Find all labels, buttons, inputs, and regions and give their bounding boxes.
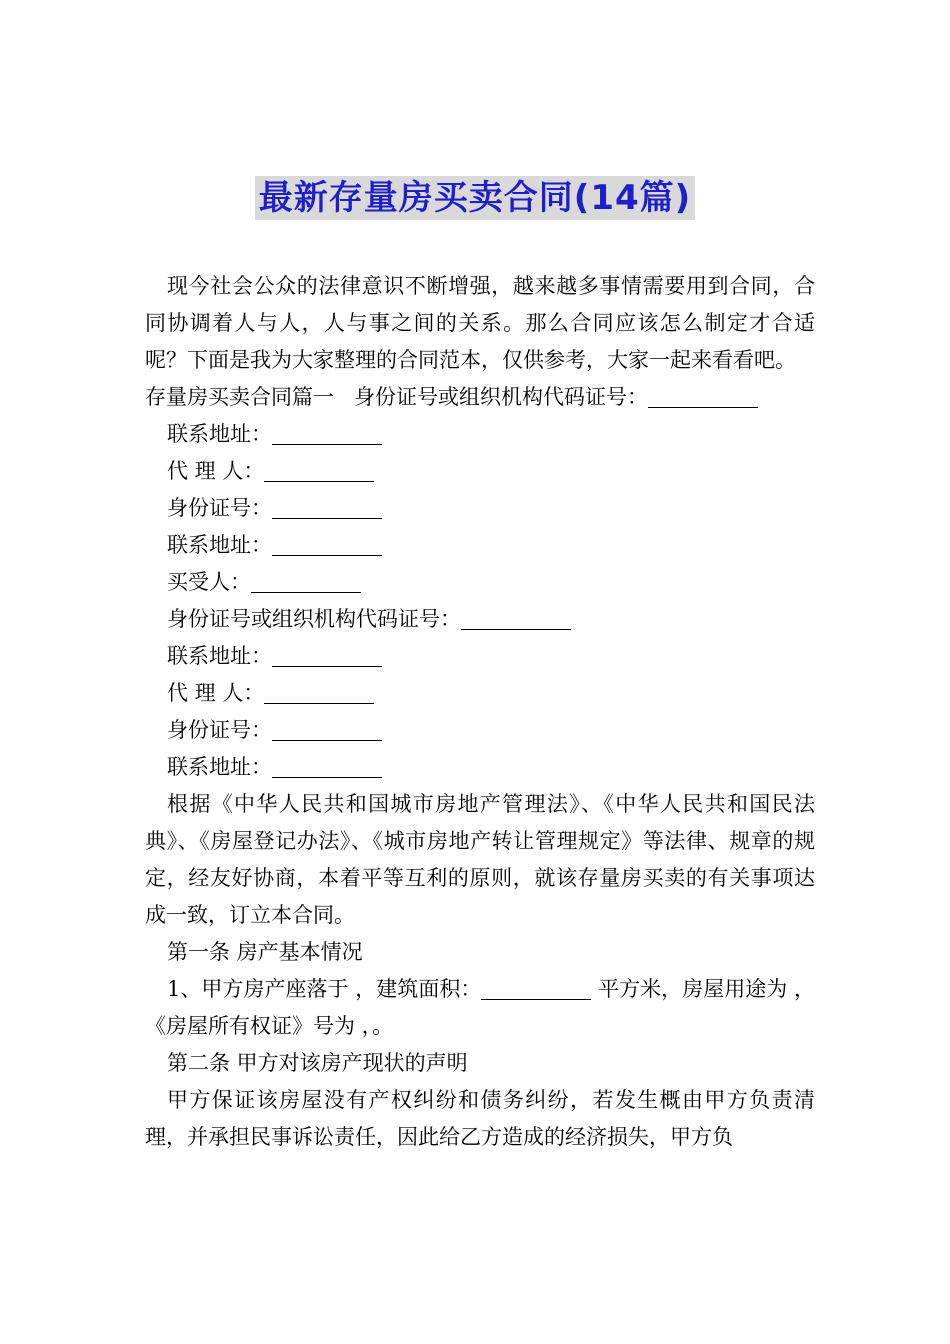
seller-contact-address	[145, 416, 815, 453]
buyer-label: 买受人：	[167, 570, 251, 594]
blank-line	[272, 644, 382, 667]
seller-agent-address	[145, 527, 815, 564]
document-body	[145, 268, 815, 1156]
buyer-agent-address	[145, 749, 815, 786]
seller-id-number	[145, 490, 815, 527]
blank-line	[481, 977, 591, 1000]
blank-line	[272, 496, 382, 519]
blank-line	[648, 385, 758, 408]
section-heading: 存量房买卖合同篇一	[145, 385, 334, 409]
field-label: 身份证号或组织机构代码证号：	[167, 607, 461, 631]
article-2-title: 第二条 甲方对该房产现状的声明	[167, 1051, 468, 1075]
buyer-agent	[145, 675, 815, 712]
blank-line	[264, 681, 374, 704]
field-label: 联系地址：	[167, 644, 272, 668]
section-first-field-label: 身份证号或组织机构代码证号：	[354, 385, 648, 409]
intro-paragraph: 现今社会公众的法律意识不断增强，越来越多事情需要用到合同，合同协调着人与人，人与事之间的关系。那么合同应该怎么制定才合适呢？下面是我为大家整理的合同范本，仅供参考，大家一起来看看吧。	[145, 274, 815, 372]
seller-agent	[145, 453, 815, 490]
article-2-paragraph: 甲方保证该房屋没有产权纠纷和债务纠纷，若发生概由甲方负责清理，并承担民事诉讼责任，因此给乙方造成的经济损失，甲方负	[145, 1088, 815, 1149]
field-label: 代 理 人：	[167, 681, 265, 705]
document-title: 最新存量房买卖合同(14篇)	[255, 176, 695, 220]
blank-line	[272, 422, 382, 445]
article-1-text-b: 平方米，房屋用途为 ，《房屋所有权证》号为 ，。	[145, 977, 815, 1038]
title-container	[0, 176, 950, 220]
field-label: 联系地址：	[167, 755, 272, 779]
article-1-title: 第一条 房产基本情况	[167, 940, 363, 964]
buyer-contact-address	[145, 638, 815, 675]
blank-line	[264, 459, 374, 482]
buyer-line	[145, 564, 815, 601]
buyer-id-number	[145, 712, 815, 749]
section-heading-line	[145, 379, 815, 416]
basis-paragraph: 根据《中华人民共和国城市房地产管理法》、《中华人民共和国民法典》、《房屋登记办法》、《城市房地产转让管理规定》等法律、规章的规定，经友好协商，本着平等互利的原则，就该存量房买卖的有关事项达成一致，订立本合同。	[145, 792, 815, 927]
buyer-id-code	[145, 601, 815, 638]
blank-line	[272, 755, 382, 778]
blank-line	[461, 607, 571, 630]
field-label: 联系地址：	[167, 422, 272, 446]
article-1-item-1	[145, 971, 815, 1045]
blank-line	[272, 718, 382, 741]
article-1-text-a: 1、甲方房产座落于 ，建筑面积：	[167, 977, 482, 1001]
field-label: 身份证号：	[167, 718, 272, 742]
field-label: 代 理 人：	[167, 459, 265, 483]
field-label: 身份证号：	[167, 496, 272, 520]
field-label: 联系地址：	[167, 533, 272, 557]
blank-line	[272, 533, 382, 556]
blank-line	[251, 570, 361, 593]
